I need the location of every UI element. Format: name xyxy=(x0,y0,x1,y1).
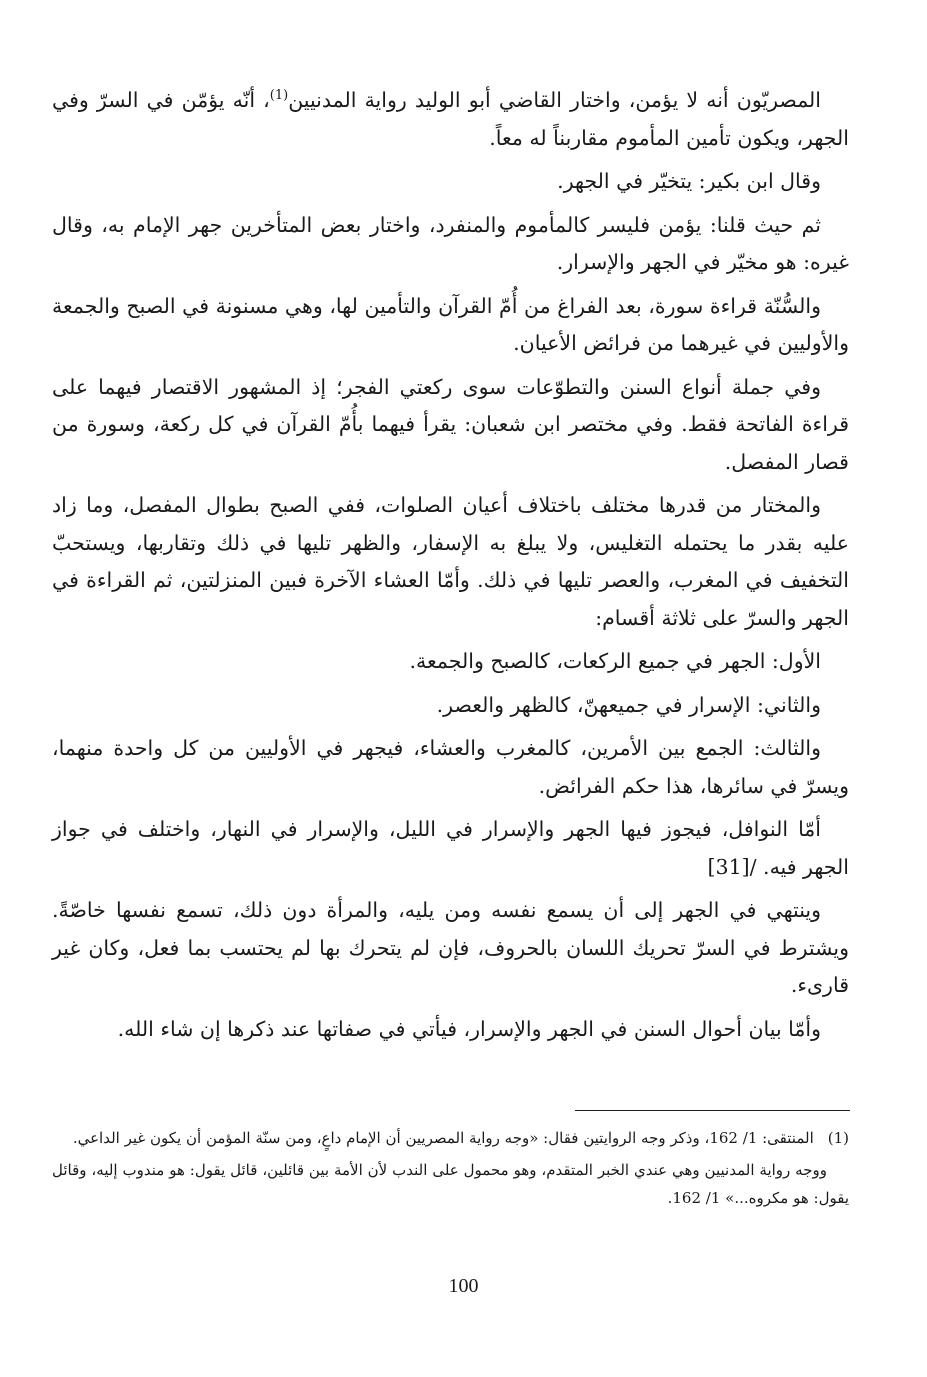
paragraph-10: أمّا النوافل، فيجوز فيها الجهر والإسرار في الليل، والإسرار في النهار، واختلف في جواز الجهر فيه. /[31] xyxy=(52,817,849,879)
paragraph-7: الأول: الجهر في جميع الركعات، كالصبح والجمعة. xyxy=(409,649,821,673)
footnote-1 xyxy=(52,1124,849,1152)
paragraph-2: وقال ابن بكير: يتخيّر في الجهر. xyxy=(557,169,821,193)
footnotes xyxy=(52,1124,849,1216)
footnote-separator xyxy=(575,1110,850,1111)
paragraph-5: وفي جملة أنواع السنن والتطوّعات سوى ركعتي الفجر؛ إذ المشهور الاقتصار فيهما على قراءة الفاتحة فقط. وفي مختصر ابن شعبان: يقرأ فيهما بأُمّ القرآن في كل ركعة، وسورة من قصار المفصل. xyxy=(52,374,849,474)
page-number: 100 xyxy=(448,1275,479,1297)
footnote-text: المنتقى: 1/ 162، وذكر وجه الروايتين فقال: «وجه رواية المصريين أن الإمام داعٍ، ومن سنّة المؤمن أن يكون غير الداعي. xyxy=(72,1129,814,1147)
paragraph-8: والثاني: الإسرار في جميعهنّ، كالظهر والعصر. xyxy=(436,692,821,717)
manuscript-page-marker: [31] xyxy=(707,854,750,879)
paragraph-1: المصريّون أنه لا يؤمن، واختار القاضي أبو الوليد رواية المدنيين$^{(1)}$، أنّه يؤمّن في السرّ وفي الجهر، ويكون تأمين المأموم مقاربناً له معاً. xyxy=(52,88,849,150)
paragraph-12: وأمّا بيان أحوال السنن في الجهر والإسرار، فيأتي في صفاتها عند ذكرها إن شاء الله. xyxy=(117,1016,821,1041)
main-text xyxy=(52,82,849,1054)
footnote-1-continued: ووجه رواية المدنيين وهي عندي الخبر المتقدم، وهو محمول على الندب لأن الأمة بين قائلين، قائل يقول: هو مندوب إليه، وقائل يقول: هو مكروه...» 1/ 162. xyxy=(52,1161,849,1207)
paragraph-6: والمختار من قدرها مختلف باختلاف أعيان الصلوات، ففي الصبح بطوال المفصل، وما زاد عليه بقدر ما يحتمله التغليس، ولا يبلغ به الإسفار، والظهر تليها في ذلك وتقاربها، ويستحبّ التخفيف في المغرب، والعصر تليها في ذلك. وأمّا العشاء الآخرة فبين المنزلتين، ثم القراءة في الجهر والسرّ على ثلاثة أقسام: xyxy=(52,493,849,630)
paragraph-9: والثالث: الجمع بين الأمرين، كالمغرب والعشاء، فيجهر في الأوليين من كل واحدة منهما، ويسرّ في سائرها، هذا حكم الفرائض. xyxy=(52,736,849,798)
paragraph-4: والسُّنّة قراءة سورة، بعد الفراغ من أُمّ القرآن والتأمين لها، وهي مسنونة في الصبح والجمعة والأوليين في غيرهما من فرائض الأعيان. xyxy=(52,293,849,355)
paragraph-11: وينتهي في الجهر إلى أن يسمع نفسه ومن يليه، والمرأة دون ذلك، تسمع نفسها خاصّةً. ويشترط في السرّ تحريك اللسان بالحروف، فإن لم يتحرك بها لم يحتسب بما فعل، وكان غير قارىء. xyxy=(52,898,849,997)
paragraph-3: ثم حيث قلنا: يؤمن فليسر كالمأموم والمنفرد، واختار بعض المتأخرين جهر الإمام به، وقال غيره: هو مخيّر في الجهر والإسرار. xyxy=(52,212,849,274)
footnote-ref-1: (1) xyxy=(269,88,289,104)
footnote-number: (1) xyxy=(827,1129,849,1147)
